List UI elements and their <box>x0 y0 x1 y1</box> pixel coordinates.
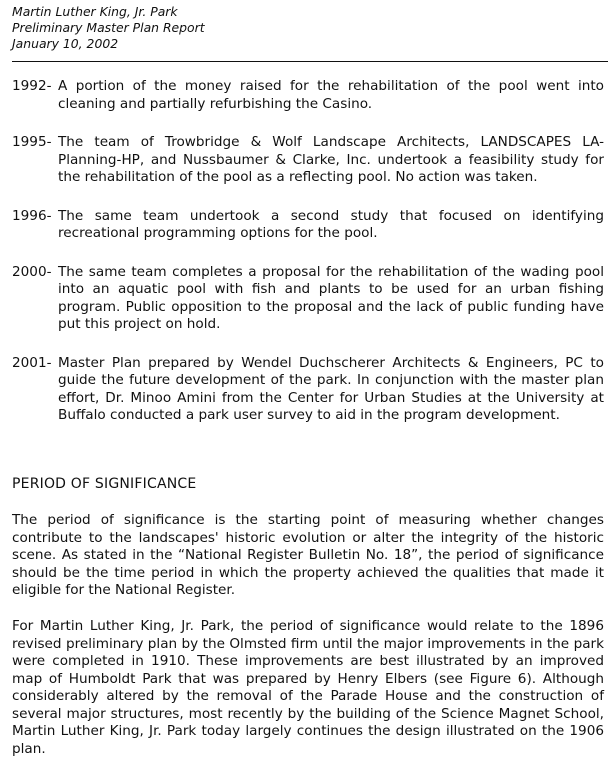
timeline-entry-2001 <box>12 355 604 425</box>
header-report-title: Preliminary Master Plan Report <box>12 20 205 35</box>
header-park-name: Martin Luther King, Jr. Park <box>12 4 178 19</box>
timeline-entry-1996 <box>12 208 604 243</box>
section-paragraph-1: The period of significance is the starting point of measuring whether changes contribute to the landscapes' historic evolution or alter the integrity of the historic scene. As stated in the “National Register Bulletin No. 18”, the period of significance should be the time period in which the property achieved the qualities that made it eligible for the National Register. <box>12 512 604 598</box>
timeline-year: 2000- <box>12 263 52 280</box>
header-date: January 10, 2002 <box>12 36 119 51</box>
timeline-entry-1992 <box>12 78 604 113</box>
timeline-text: A portion of the money raised for the rehabilitation of the pool went into cleaning and partially refurbishing the Casino. <box>58 78 604 112</box>
timeline-text: Master Plan prepared by Wendel Duchscherer Architects & Engineers, PC to guide the future development of the park. In conjunction with the master plan effort, Dr. Minoo Amini from the Center for Urban Studies at the University at Buffalo conducted a park user survey to aid in the program development. <box>58 354 604 423</box>
section-paragraph-2: For Martin Luther King, Jr. Park, the period of significance would relate to the 1896 revised preliminary plan by the Olmsted firm until the major improvements in the park were completed in 1910. These improvements are best illustrated by an improved map of Humboldt Park that was prepared by Henry Elbers (see Figure 6). Although considerably altered by the removal of the Parade House and the construction of several major structures, most recently by the building of the Science Magnet School, Martin Luther King, Jr. Park today largely continues the design illustrated on the 1906 plan. <box>12 618 604 757</box>
timeline-entry-1995 <box>12 134 604 187</box>
timeline-text: The team of Trowbridge & Wolf Landscape Architects, LANDSCAPES LA-Planning-HP, and Nussbaumer & Clarke, Inc. undertook a feasibility study for the rehabilitation of the pool as a reflecting pool. No action was taken. <box>58 134 604 185</box>
timeline-year: 1995- <box>12 134 52 150</box>
header-divider <box>12 61 608 62</box>
timeline-text: The same team completes a proposal for the rehabilitation of the wading pool into an aquatic pool with fish and plants to be used for an urban fishing program. Public opposition to the proposal and the lack of public funding have put this project on hold. <box>58 263 604 332</box>
section-heading: PERIOD OF SIGNIFICANCE <box>12 476 197 492</box>
document-header <box>12 4 205 52</box>
history-timeline <box>12 78 604 446</box>
timeline-year: 2001- <box>12 354 52 371</box>
timeline-year: 1996- <box>12 207 52 224</box>
timeline-year: 1992- <box>12 78 52 94</box>
timeline-text: The same team undertook a second study that focused on identifying recreational programming options for the pool. <box>58 207 604 241</box>
timeline-entry-2000 <box>12 264 604 334</box>
